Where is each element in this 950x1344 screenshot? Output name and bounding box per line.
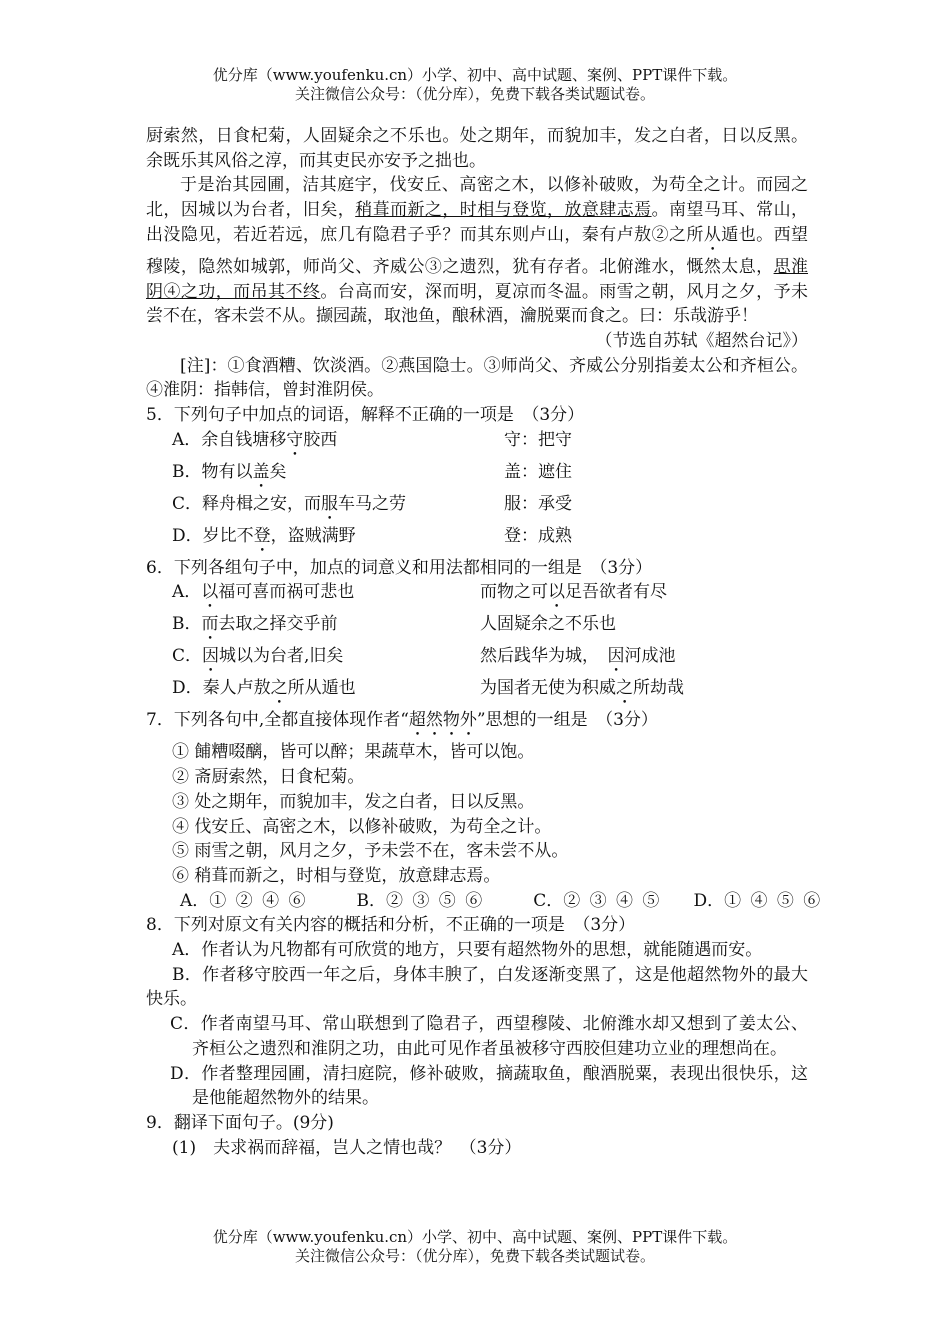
- passage-paragraph-1: 厨索然，日食杞菊，人固疑余之不乐也。处之期年，而貌加丰，发之白者，日以反黑。余既乐其风俗之淳，而其吏民亦安予之拙也。: [146, 126, 808, 171]
- option-text: ，盗贼满野: [270, 525, 356, 546]
- q7-item-4: ④ 伐安丘、高密之木，以修补破败，为苟全之计。: [172, 816, 552, 837]
- option-explanation: 盖：遮住: [504, 461, 572, 482]
- passage-text: 遁也。西望穆陵，隐然如城郭，师尚父、齐威公③之遗烈，犹有存者。北俯潍水，慨然太息，: [146, 224, 809, 277]
- q8-option-b: B．作者移守胶西一年之后，身体丰腴了，白发逐渐变黑了，这是他超然物外的最大快乐。: [146, 964, 808, 1010]
- header-line-1: 优分库（www.youfenku.cn）小学、初中、高中试题、案例、PPT课件下载。: [212, 66, 738, 84]
- dotted-word: 之: [270, 678, 288, 699]
- option-text: 所从遁也: [287, 678, 356, 699]
- q6-option-d: [146, 676, 808, 708]
- q7-item-5: ⑤ 雨雪之朝，风月之夕，予未尝不在，客未尝不从。: [172, 841, 569, 862]
- dotted-word: 从: [703, 224, 722, 245]
- dotted-word: 而: [201, 614, 219, 635]
- page-header: [0, 66, 950, 104]
- q6-option-c: [146, 644, 808, 676]
- option-explanation: 守：把守: [504, 429, 572, 450]
- dotted-word: 以: [548, 582, 565, 603]
- option-text: 胶西: [303, 429, 338, 450]
- option-text: A．余自钱塘移: [172, 429, 287, 450]
- option-text: B．物有以: [172, 461, 253, 482]
- q8-option-c: C．作者南望马耳、常山联想到了隐君子，西望穆陵、北俯潍水却又想到了姜太公、齐桓公之遗烈和淮阴之功，由此可见作者虽被移守西胶但建功立业的理想尚在。: [170, 1014, 808, 1059]
- option-text: 城以为台者,旧矣: [219, 646, 344, 667]
- option-text: 而物之可: [480, 582, 548, 603]
- option-text: 车马之劳: [338, 493, 407, 514]
- passage-text: 于是治其园圃，洁其庭宇，伐安丘、高密之木，以修补破败，为苟全之计。而园之北，因城以为台者，旧矣，: [146, 175, 808, 221]
- q7-item-1: ① 餔糟啜醨，皆可以醉；果蔬草木，皆可以饱。: [172, 742, 535, 763]
- option-text: 所劫哉: [633, 678, 684, 699]
- q7-answer-choices: [146, 889, 821, 914]
- underlined-sentence-2: 思淮阴④之功，而吊其不终: [146, 256, 809, 302]
- answer-d: D．① ④ ⑤ ⑥: [693, 890, 821, 911]
- footer-line-1: 优分库（www.youfenku.cn）小学、初中、高中试题、案例、PPT课件下载。: [212, 1228, 738, 1246]
- option-text: 人固疑余之不乐也: [480, 614, 616, 635]
- passage-notes: [注]：①食酒糟、饮淡酒。②燕国隐士。③师尚父、齐威公分别指姜太公和齐桓公。④淮阴：指韩信，曾封淮阴侯。: [146, 355, 808, 401]
- q7-item-2: ② 斋厨索然，日食杞菊。: [172, 767, 365, 788]
- question-8-stem: 8．下列对原文有关内容的概括和分析，不正确的一项是 （3分）: [146, 915, 636, 936]
- option-text: B．: [172, 614, 202, 635]
- dotted-word: 之: [616, 678, 633, 699]
- underlined-sentence-1: 稍葺而新之，时相与登览，放意肆志焉: [355, 200, 652, 221]
- question-6-stem: 6．下列各组句子中，加点的词意义和用法都相同的一组是 （3分）: [146, 557, 653, 578]
- footer-line-2: 关注微信公众号：（优分库），免费下载各类试题试卷。: [294, 1247, 655, 1265]
- passage-text: 。南望马耳、常山，出没隐见，若近若远，庶几有隐君子乎？而其东则卢山，秦有卢敖②之所: [146, 200, 809, 245]
- dotted-word: 超然物外: [408, 710, 477, 731]
- page-footer: [0, 1228, 950, 1266]
- question-9-stem: 9．翻译下面句子。(9分): [146, 1112, 334, 1133]
- q9-item-1: (1) 夫求祸而辞福，岂人之情也哉？ （3分）: [172, 1137, 522, 1158]
- q8-option-a: A．作者认为凡物都有可欣赏的地方，只要有超然物外的思想，就能随遇而安。: [172, 940, 763, 961]
- passage-source: （节选自苏轼《超然台记》）: [595, 330, 808, 351]
- option-text: A．: [172, 582, 202, 603]
- dotted-word: 服: [321, 493, 339, 514]
- question-7-stem: [146, 708, 808, 740]
- q5-option-d: [146, 524, 808, 556]
- q7-item-3: ③ 处之期年，而貌加丰，发之白者，日以反黑。: [172, 791, 535, 812]
- q5-option-b: [146, 460, 808, 492]
- option-text: C．: [172, 646, 203, 667]
- passage-text: 。台高而安，深而明，夏凉而冬温。雨雪之朝，风月之夕，予未尝不在，客未尝不从。撷园蔬，取池鱼，酿秫酒，瀹脱粟而食之。曰：乐哉游乎！: [146, 281, 809, 327]
- option-text: 为国者无使为积威: [480, 678, 616, 699]
- option-text: 去取之择交乎前: [218, 614, 338, 635]
- q5-option-c: [146, 492, 808, 524]
- answer-c: C．② ③ ④ ⑤: [533, 890, 660, 911]
- option-explanation: 登：成熟: [504, 525, 572, 546]
- q8-option-d: D．作者整理园圃，清扫庭院，修补破败，摘蔬取鱼，酿酒脱粟，表现出很快乐，这是他能超然物外的结果。: [170, 1063, 808, 1109]
- q7-item-6: ⑥ 稍葺而新之，时相与登览，放意肆志焉。: [172, 865, 501, 886]
- option-text: 矣: [269, 461, 287, 482]
- dotted-word: 因: [607, 646, 625, 667]
- option-text: 河成池: [624, 646, 676, 667]
- answer-a: A．① ② ④ ⑥: [180, 890, 306, 911]
- q6-option-a: [146, 580, 808, 612]
- q6-option-b: [146, 612, 808, 644]
- passage-paragraph-2: [146, 173, 808, 329]
- option-text: 福可喜而祸可悲也: [218, 582, 355, 603]
- dotted-word: 登: [253, 525, 271, 546]
- option-text: 然后践华为城，: [480, 646, 608, 667]
- stem-text: ”思想的一组是 （3分）: [476, 710, 658, 731]
- answer-b: B．② ③ ⑤ ⑥: [356, 890, 483, 911]
- option-explanation: 服：承受: [504, 493, 572, 514]
- dotted-word: 盖: [252, 461, 270, 482]
- header-line-2: 关注微信公众号：（优分库），免费下载各类试题试卷。: [294, 85, 655, 103]
- option-text: D．岁比不: [172, 525, 254, 546]
- dotted-word: 因: [202, 646, 220, 667]
- option-text: C．释舟楫之安，而: [172, 493, 322, 514]
- exam-content: [146, 124, 821, 1160]
- option-text: 足吾欲者有尽: [565, 582, 667, 603]
- dotted-word: 以: [201, 582, 219, 603]
- question-5-stem: 5．下列句子中加点的词语，解释不正确的一项是 （3分）: [146, 405, 585, 426]
- option-text: D．秦人卢敖: [172, 678, 271, 699]
- stem-text: 7．下列各句中,全都直接体现作者“: [146, 710, 409, 731]
- dotted-word: 守: [286, 429, 304, 450]
- q5-option-a: [146, 428, 808, 460]
